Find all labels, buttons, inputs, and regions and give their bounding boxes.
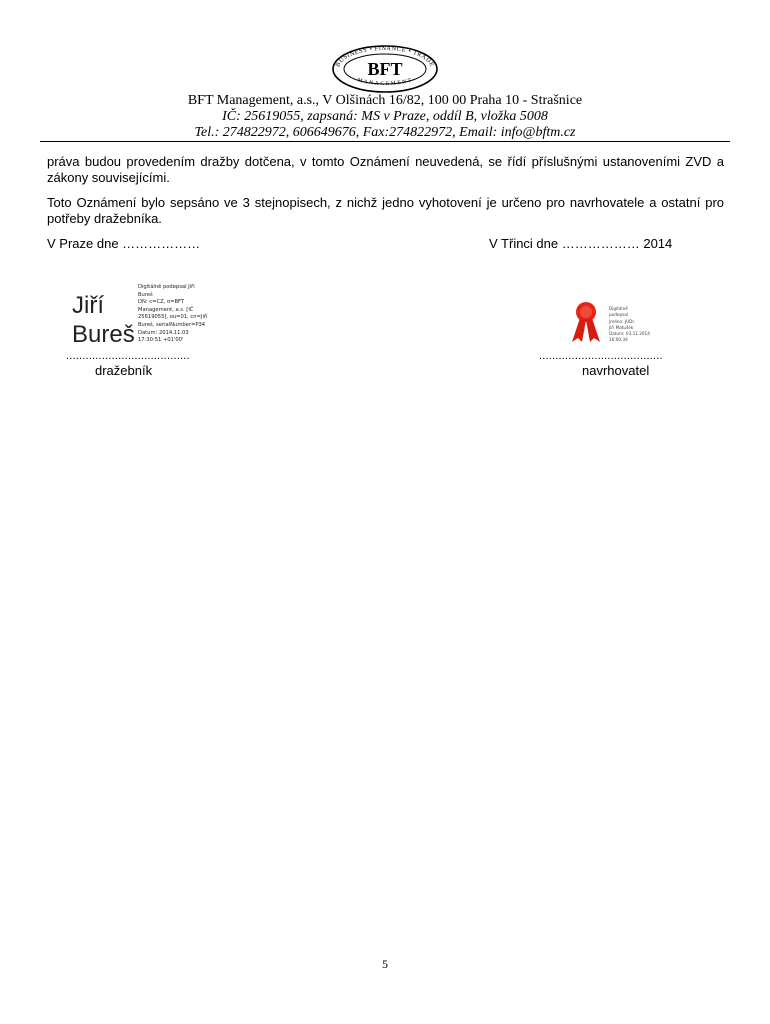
place-date-prague: V Praze dne ……………… (47, 236, 201, 251)
role-proposer: navrhovatel (582, 363, 650, 378)
sig-detail-line: Bureš, serialNumber=P34 (138, 321, 206, 328)
stamp-detail-line: Datum: 03.11.2014 (609, 331, 650, 337)
bft-logo (331, 44, 439, 94)
stamp-detail-line: 16:00:34 (609, 337, 628, 343)
stamp-detail-line: Digitálně (609, 306, 628, 311)
stamp-detail-line: podepsal (609, 312, 629, 318)
header-divider (40, 141, 730, 142)
stamp-detail-line: Jiří Matušek (609, 324, 634, 330)
wax-seal-icon (566, 300, 606, 344)
logo-ring-text: BUSINESS • FINANCE • TRADE (334, 44, 436, 69)
company-registration: IČ: 25619055, zapsaná: MS v Praze, oddíl B, vložka 5008 (222, 109, 548, 124)
signature-name-first: Jiří (72, 292, 104, 319)
logo-bottom-text: MANAGEMENT (356, 77, 414, 88)
page-number: 5 (382, 957, 388, 971)
digital-signature-details (138, 284, 218, 345)
signature-line-left: ...................................... (66, 350, 190, 362)
sig-detail-line: DN: c=CZ, o=BFT (138, 299, 185, 306)
stamp-detail-line: Jméno: JUDr. (609, 318, 636, 324)
company-contacts: Tel.: 274822972, 606649676, Fax:274822972, Email: info@bftm.cz (194, 125, 576, 140)
sig-detail-line: Management, a.s. [IČ (138, 306, 194, 313)
logo-text: BFT (367, 59, 403, 79)
role-auctioneer: dražebník (95, 363, 153, 378)
company-address: BFT Management, a.s., V Olšinách 16/82, 100 00 Praha 10 - Strašnice (187, 93, 583, 108)
paragraph-copies: Toto Oznámení bylo sepsáno ve 3 stejnopisech, z nichž jedno vyhotovení je určeno pro navrhovatele a ostatní pro potřeby dražebníka. (47, 195, 724, 226)
signature-line-right: ...................................... (539, 350, 663, 362)
paragraph-rights: práva budou provedením dražby dotčena, v tomto Oznámení neuvedená, se řídí příslušnými ustanoveními ZVD a zákony souvisejícími. (47, 154, 724, 185)
sig-detail-line: 25619055], ou=01, cn=Jiří (138, 314, 208, 321)
sig-detail-line: Bureš (138, 291, 153, 298)
sig-detail-line: Datum: 2014.11.03 (138, 329, 189, 336)
place-date-trinec: V Třinci dne ……………… 2014 (489, 236, 673, 251)
signature-name-last: Bureš (72, 321, 135, 348)
sig-detail-line: 17:30:51 +01'00' (138, 337, 184, 344)
sig-detail-line: Digitálně podepsal Jiří (138, 284, 195, 290)
stamp-signature-details (609, 306, 659, 344)
